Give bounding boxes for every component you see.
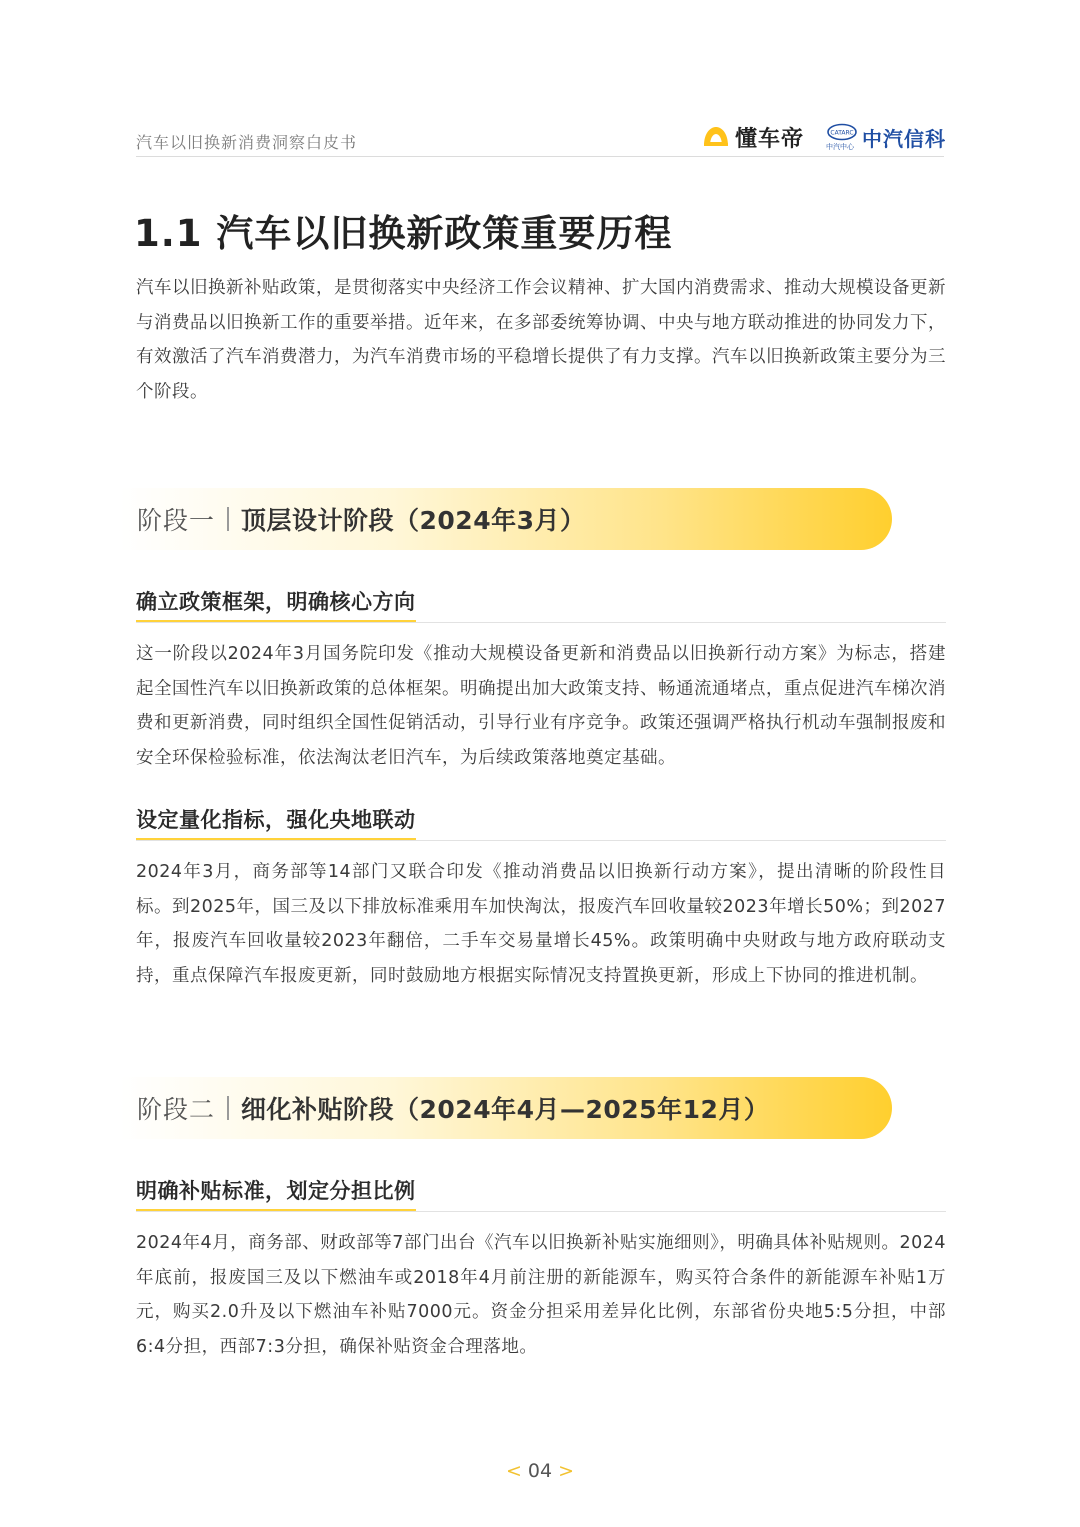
stage-one-paragraph-2: 2024年3月，商务部等14部门又联合印发《推动消费品以旧换新行动方案》，提出清晰的阶段性目标。到2025年，国三及以下排放标准乘用车加快淘汰，报废汽车回收量较2023年增长50%；到2027年，报废汽车回收量较2023年翻倍，二手车交易量增长45%。政策明确中央财政与地方政府联动支持，重点保障汽车报废更新，同时鼓励地方根据实际情况支持置换更新，形成上下协同的推进机制。	[136, 862, 947, 986]
document-title: 汽车以旧换新消费洞察白皮书	[136, 133, 358, 152]
chevron-left-icon: <	[505, 1460, 522, 1482]
catarc-mark-text: CATARC	[830, 129, 854, 137]
chevron-right-icon: >	[558, 1460, 575, 1482]
section-title: 1.1 汽车以旧换新政策重要历程	[134, 212, 673, 255]
catarc-sub-text: 中汽中心	[826, 143, 854, 151]
catarc-logo-icon	[826, 122, 858, 152]
stage-two-number: 阶段二	[137, 1095, 216, 1124]
stage-two-name: 细化补贴阶段（2024年4月—2025年12月）	[241, 1095, 770, 1124]
subheading-divider	[136, 622, 946, 623]
stage-one-number: 阶段一	[137, 506, 216, 535]
subheading-divider	[136, 1211, 946, 1212]
stage-two-subheading-1: 明确补贴标准，划定分担比例	[136, 1175, 416, 1212]
stage-one-subheading-1: 确立政策框架，明确核心方向	[136, 586, 416, 623]
page-number-value: 04	[527, 1460, 553, 1482]
dongchedi-logo	[701, 122, 804, 153]
stage-separator	[227, 1096, 229, 1120]
dongchedi-logo-text: 懂车帝	[734, 126, 804, 152]
stage-one-paragraph-1: 这一阶段以2024年3月国务院印发《推动大规模设备更新和消费品以旧换新行动方案》为标志，搭建起全国性汽车以旧换新政策的总体框架。明确提出加大政策支持、畅通流通堵点，重点促进汽车梯次消费和更新消费，同时组织全国性促销活动，引导行业有序竞争。政策还强调严格执行机动车强制报废和安全环保检验标准，依法淘汰老旧汽车，为后续政策落地奠定基础。	[136, 644, 946, 768]
stage-one-subheading-2: 设定量化指标，强化央地联动	[136, 804, 416, 841]
header-divider	[136, 156, 944, 157]
stage-one-banner	[120, 488, 892, 550]
catarc-logo-text: 中汽信科	[862, 126, 946, 151]
stage-two-paragraph-1: 2024年4月，商务部、财政部等7部门出台《汽车以旧换新补贴实施细则》，明确具体补贴规则。2024年底前，报废国三及以下燃油车或2018年4月前注册的新能源车，购买符合条件的新能源车补贴1万元，购买2.0升及以下燃油车补贴7000元。资金分担采用差异化比例，东部省份央地5:5分担，中部6:4分担，西部7:3分担，确保补贴资金合理落地。	[136, 1233, 946, 1357]
stage-separator	[227, 507, 229, 531]
section-intro: 汽车以旧换新补贴政策，是贯彻落实中央经济工作会议精神、扩大国内消费需求、推动大规模设备更新与消费品以旧换新工作的重要举措。近年来，在多部委统筹协调、中央与地方联动推进的协同发力下，有效激活了汽车消费潜力，为汽车消费市场的平稳增长提供了有力支撑。汽车以旧换新政策主要分为三个阶段。	[136, 278, 946, 402]
catarc-logo	[826, 122, 946, 152]
stage-two-banner	[120, 1077, 892, 1139]
stage-one-name: 顶层设计阶段（2024年3月）	[241, 506, 586, 535]
dongchedi-logo-icon	[701, 124, 731, 150]
header-logos	[701, 120, 946, 154]
subheading-divider	[136, 840, 946, 841]
page-number	[0, 1460, 1080, 1482]
